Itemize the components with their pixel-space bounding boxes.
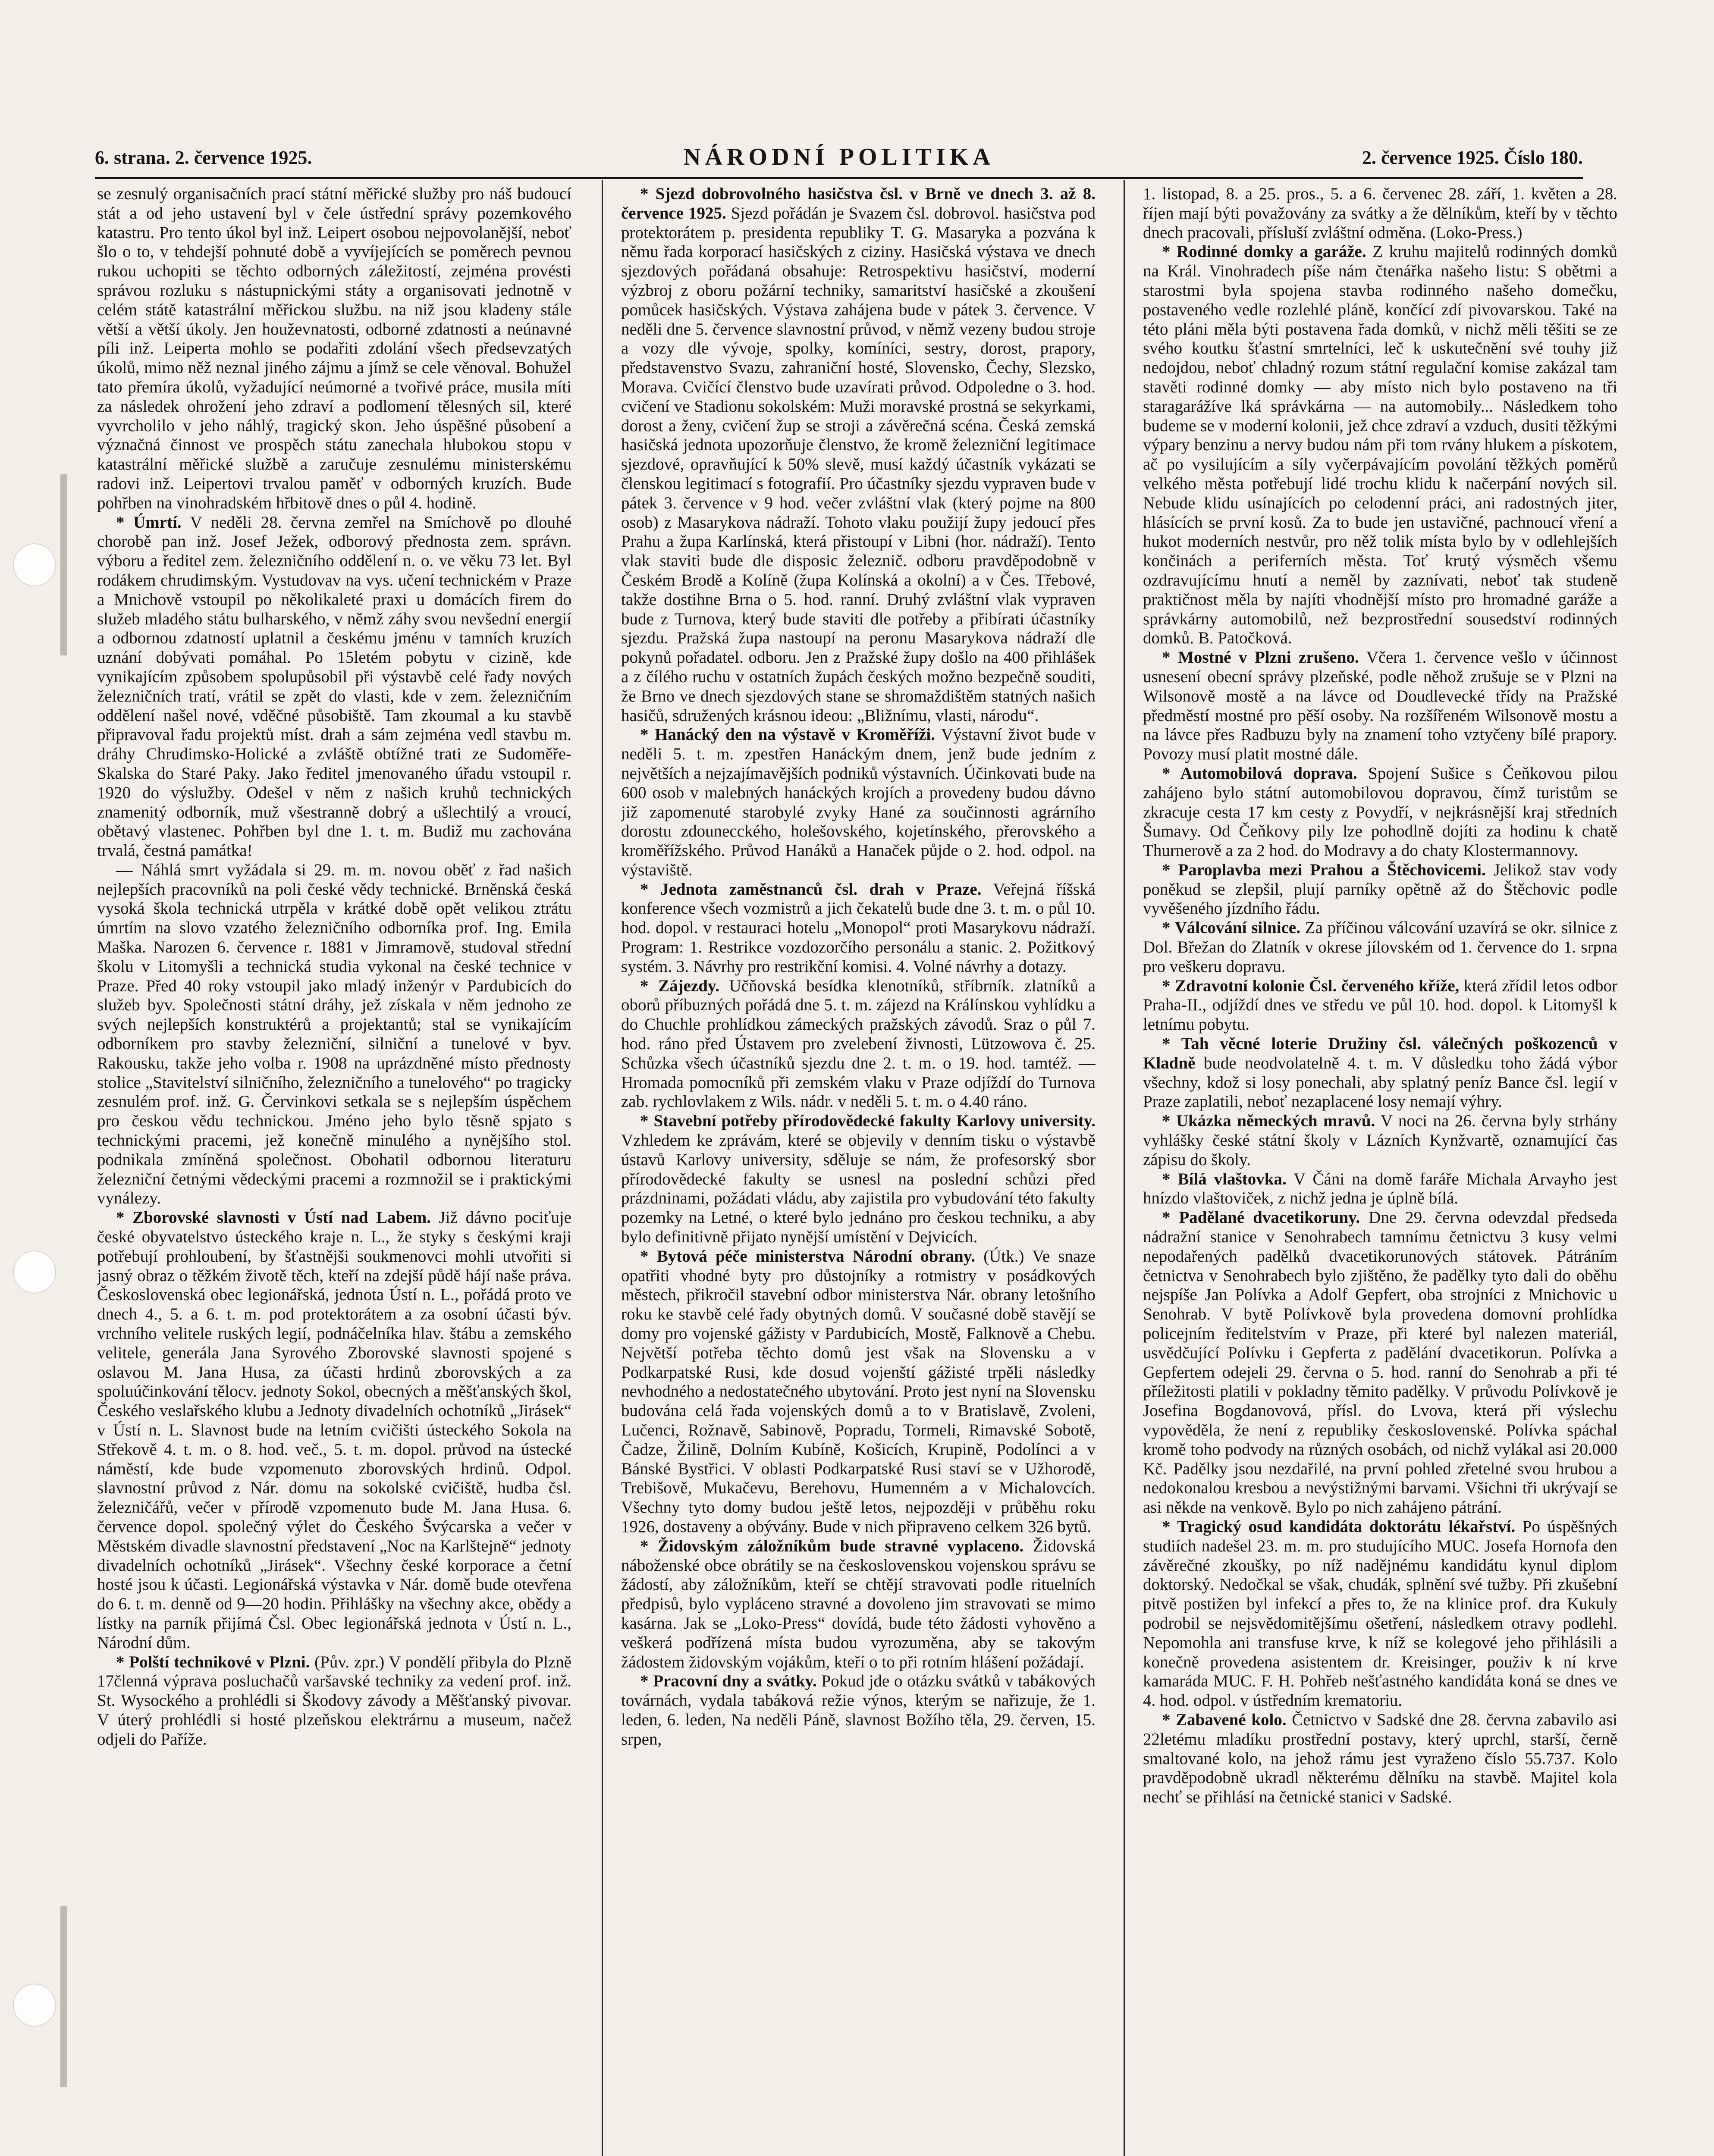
article-text: 1. listopad, 8. a 25. pros., 5. a 6. červenec 28. září, 1. květen a 28. říjen mají býti považovány za svátky a že dělníkům, kteří by v těchto dnech pracovali, přísluší zvláštní odměna. (Loko-Press.) — [1143, 185, 1617, 242]
article-headline: * Mostné v Plzni zrušeno. — [1162, 648, 1359, 667]
page-info: 6. strana. 2. července 1925. — [95, 147, 312, 168]
article — [1143, 1170, 1617, 1209]
article-headline: * Válcování silnice. — [1162, 918, 1300, 937]
article-headline: * Hanácký den na výstavě v Kroměříži. — [640, 725, 935, 744]
article — [621, 1112, 1096, 1247]
article — [621, 185, 1096, 725]
article-headline: * Tragický osud kandidáta doktorátu lékařství. — [1162, 1517, 1516, 1536]
article-text: Po úspěšných studiích nadešel 23. m. m. pro studujícího MUC. Josefa Hornofa den závěrečné zkoušky, po níž nadějnému kandidátu kynul diplom doktorský. Nedočkal se však, chudák, splnění své tužby. Při zkušební pitvě postižen byl infekcí a přes to, že na klinice prof. dra Kukuly podrobil se nejsvědomitějšímu ošetření, následkem otravy podlehl. Nepomohla ani transfuse krve, k níž se kolegové jeho přihlásili a konečně provedena asistentem dr. Kreisinger, použiv k ní krve kamaráda MUC. F. H. Pohřeb nešťastného kandidáta koná se dnes ve 4. hod. odpol. v ústředním krematoriu. — [1143, 1517, 1617, 1710]
article — [621, 880, 1096, 977]
article-text: bude neodvolatelně 4. t. m. V důsledku toho žádá výbor všechny, kdož si losy ponechali, aby splatný peníz Bance čsl. legií v Praze zaplatili, neboť nezaplacené losy nemají výhry. — [1143, 1053, 1617, 1111]
article — [621, 1537, 1096, 1672]
article-text: která zřídil letos odbor Praha-II., odjíždí dnes ve středu ve půl 10. hod. dopol. k Litomyšl k letnímu pobytu. — [1143, 976, 1617, 1034]
column-divider — [1124, 180, 1125, 2156]
article-headline: * Paroplavba mezi Prahou a Štěchovicemi. — [1162, 860, 1486, 879]
article-text: Židovská náboženské obce obrátily se na československou vojenskou správu se žádostí, aby záložníkům, kteří se chtějí stravovati podle rituelních předpisů, bylo vypláceno stravné a dovoleno jim stravovati se mimo kasárna. Jak se „Loko-Press“ dovídá, bude této žádosti vyhověno a veškerá podřízená místa budou vyrozuměna, aby se takovým žádostem židovským vojákům, kteří o to při rotním hlášení požádají. — [621, 1536, 1096, 1671]
article — [1143, 1208, 1617, 1517]
article-headline: * Zborovské slavnosti v Ústí nad Labem. — [116, 1208, 431, 1227]
article — [1143, 918, 1617, 976]
article — [1143, 1711, 1617, 1807]
article — [1143, 861, 1617, 918]
article-text: V noci na 26. června byly strhány vyhlášky české státní školy v Lázních Kynžvartě, oznamující čas zápisu do školy. — [1143, 1112, 1617, 1169]
header-rule — [95, 177, 1583, 179]
column-2 — [621, 185, 1096, 2156]
article-text: Výstavní život bude v neděli 5. t. m. zpestřen Hanáckým dnem, jenž bude jedním z největších a nejzajímavějších podniků výstavních. Účinkovati bude na 600 osob v malebných hanáckých krojích a provedeny budou dávno již zapomenuté starobylé zvyky Hané za součinnosti agrárního dorostu zdounecckého, holešovského, kojetínského, přerovského a kroměřížského. Průvod Hanáků a Hanaček půjde o 2. hod. odpol. na výstaviště. — [621, 725, 1096, 879]
article — [97, 185, 571, 513]
article — [621, 1672, 1096, 1749]
article — [621, 1247, 1096, 1537]
article-text: Za příčinou válcování uzavírá se okr. silnice z Dol. Břežan do Zlatník v okrese jílovském od 1. července do 1. srpna pro veškeru dopravu. — [1143, 918, 1617, 976]
article-headline: * Zabavené kolo. — [1162, 1710, 1287, 1729]
article-text: Včera 1. července vešlo v účinnost usnesení obecní správy plzeňské, podle něhož zrušuje se v Plzni na Wilsonově mostě a na lávce od Doudlevecké třídy na Pražské předměstí mostné pro pěší osoby. Na rozšířeném Wilsonově mostu a na lávce přes Radbuzu byly na znamení toho vztyčeny bílé prapory. Povozy musí platit mostné dále. — [1143, 648, 1617, 764]
article-text: Četnictvo v Sadské dne 28. června zabavilo asi 22letému mladíku prostřední postavy, který uprchl, starší, černě smaltované kolo, na jehož rámu jest vyraženo číslo 55.737. Kolo pravděpodobně ukradl některému dělníku na stavbě. Majitel kola nechť se přihlásí na četnické stanici v Sadské. — [1143, 1710, 1617, 1807]
article-text: Jelikož stav vody poněkud se zlepšil, plují parníky opětně až do Štěchovic podle vyvěšeného jízdního řádu. — [1143, 860, 1617, 918]
masthead — [95, 143, 1583, 174]
article — [621, 977, 1096, 1112]
article — [97, 1653, 571, 1749]
article — [1143, 977, 1617, 1034]
article-text: Z kruhu majitelů rodinných domků na Král. Vinohradech píše nám čtenářka našeho listu: S obětmi a starostmi byla spojena stavba rodinného našeho domečku, postaveného vedle rozlehlé pláně, končící zdí pivovarskou. Také na této pláni měla býti postavena řada domků, v nichž měli těšiti se ze svého koutku šťastní smrtelníci, leč k uskutečnění své touhy již nedojdou, neboť chladný rozum státní regulační komise zakázal tam stavěti rodinné domky — aby místo nich bylo postaveno na tři staragarážíve lká správkárna — na automobily... Následkem toho budeme se v moderní kolonii, jež chce zdraví a vzduch, dusiti těžkými výpary benzinu a nervy budou nám při tom rvány hlukem a pískotem, ač po vysilujícím a síly vyčerpávajícím povolání těžkých poměrů velkého města potřebují lidé trochu klidu k načerpání nových sil. Nebude klidu usínajících po celodenní práci, ani radostných jiter, hlásících se první kosů. Za to bude jen ustavičné, pachnoucí vření a hukot moderních nestvůr, pro něž tolik místa bylo by v odlehlejších končinách a periferních města. Toť krutý výsměch všemu ozdravujícímu hnutí a neměl by zaznívati, neboť tak studeně praktičnost měla by najíti vhodnější místo pro hromadné garáže a správkárny automobilů, než bezprostřední sousedství rodinných domků. B. Patočková. — [1143, 242, 1617, 648]
article-text: V neděli 28. června zemřel na Smíchově po dlouhé chorobě pan inž. Josef Ježek, odborový přednosta zem. správn. výboru a ředitel zem. železničního oddělení n. o. ve věku 73 let. Byl rodákem chrudimským. Vystudovav na vys. učení technickém v Praze a Mnichově vstoupil po několikaleté praxi u domácích firem do služeb mladého státu bulharského, v němž záhy svou nevšední energií a odbornou zdatností uplatnil a českému jménu v tamních kruzích uznání dobývati pomáhal. Po 15letém pobytu v cizině, kde vynikajícím způsobem spolupůsobil při výstavbě celé řady nových železničních tratí, vrátil se zpět do vlasti, kde v zem. železničním oddělení našel nové, vděčné působiště. Tam zkoumal a ku stavbě připravoval řadu projektů míst. drah a sám zejména vedl stavbu m. dráhy Chrudimsko-Holické a zvláště obtížné trati ze Sudoměře-Skalska do Staré Paky. Jako ředitel jmenovaného úřadu vstoupil r. 1920 do výslužby. Odešel v něm z našich kruhů technických znamenitý odborník, muž všestranně dobrý a ušlechtilý a vroucí, obětavý vlastenec. Pohřben byl dne 1. t. m. Budiž mu zachována trvalá, čestná památka! — [97, 513, 571, 860]
article — [1143, 242, 1617, 648]
binding-hole-bottom — [13, 1984, 56, 2027]
article-text: Spojení Sušice s Čeňkovou pilou zahájeno bylo státní automobilovou dopravou, čímž turistům se zkracuje cesta 17 km cesty z Povydří, v nejkrásnější kraj středních Šumavy. Od Čeňkovy pily lze pohodlně dojíti za hodinu k chatě Thurnerově a za 2 hod. do Modravy a do chaty Klostermannovy. — [1143, 764, 1617, 860]
article-text: Vzhledem ke zprávám, které se objevily v denním tisku o výstavbě ústavů Karlovy university, sděluje se nám, že profesorský sbor přírodovědecké fakulty se usnesl na poslední schůzi před prázdninami, požádati vládu, aby zajistila pro vybudování této fakulty pozemky na Letné, o které bylo jednáno pro českou techniku, a aby bylo definitivně přijato nynější umístění v Dejvicích. — [621, 1131, 1096, 1247]
article-headline: * Tah věcné loterie Družiny čsl. válečných poškozenců v Kladně — [1143, 1034, 1617, 1072]
column-1 — [97, 185, 571, 2156]
column-divider — [602, 180, 603, 2156]
article-headline: * Jednota zaměstnanců čsl. drah v Praze. — [640, 880, 982, 899]
article — [97, 1208, 571, 1652]
article-headline: * Sjezd dobrovolného hasičstva čsl. v Brně ve dnech 3. až 8. července 1925. — [621, 185, 1096, 222]
article-headline: * Zájezdy. — [640, 976, 719, 995]
article-headline: * Stavební potřeby přírodovědecké fakulty Karlovy university. — [640, 1112, 1096, 1131]
article-text: Učňovská besídka klenotníků, stříbrník. zlatníků a oborů příbuzných pořádá dne 5. t. m. zájezd na Králínskou vyhlídku a do Chuchle prohlídkou zámeckých pražských závodů. Sraz o půl 7. hod. ráno před Ústavem pro zvelebení živnosti, Lützowova č. 25. Schůzka všech účastníků sjezdu dne 2. t. m. o 19. hod. tamtéž. — Hromada pomocníků při zemském vlaku v Praze odjíždí do Turnova zab. rychlovlakem z Wils. nádr. v neděli 5. t. m. o 4.40 ráno. — [621, 976, 1096, 1111]
article-text: (Útk.) Ve snaze opatřiti vhodné byty pro důstojníky a rotmistry v posádkových městech, přikročil stavební odbor ministerstva Nár. obrany letošního roku ke stavbě celé řady obytných domů. V současné době stavějí se domy pro vojenské gážisty v Pardubicích, Mostě, Falknově a Chebu. Největší potřeba těchto domů jest však na Slovensku a v Podkarpatské Rusi, kde dosud vojenští gážisté trpěli následky nevhodného a nedostatečného ubytování. Proto jest nyní na Slovensku budována celá řada vojenských domů a to v Bratislavě, Zvoleni, Lučenci, Rožnavě, Sabinově, Popradu, Tormeli, Rimavské Sobotě, Čadze, Žilině, Dolním Kubíně, Košicích, Krupině, Podolínci a v Bánské Bystřici. V oblasti Podkarpatské Rusi staví se v Užhorodě, Trebišově, Mukačevu, Berehovu, Humenném a v Michalovcích. Všechny tyto domy budou ještě letos, nejpozději v průběhu roku 1926, dostaveny a obývány. Bude v nich připraveno celkem 326 bytů. — [621, 1247, 1096, 1536]
article-headline: * Zdravotní kolonie Čsl. červeného kříže, — [1162, 976, 1460, 995]
article — [1143, 185, 1617, 242]
article — [1143, 764, 1617, 861]
article — [1143, 1517, 1617, 1711]
article-headline: * Automobilová doprava. — [1162, 764, 1357, 783]
article-text: Veřejná říšská konference všech vozmistrů a jich čekatelů bude dne 3. t. m. o půl 10. hod. dopol. v restauraci hotelu „Monopol“ proti Masarykovu nádraží. Program: 1. Restrikce vozdozorčího personálu a stanic. 2. Požitkový systém. 3. Návrhy pro restrikční komisi. 4. Volné návrhy a dotazy. — [621, 880, 1096, 976]
article-headline: * Bílá vlaštovka. — [1162, 1169, 1287, 1188]
article-text: Sjezd pořádán je Svazem čsl. dobrovol. hasičstva pod protektorátem p. presidenta republiky T. G. Masaryka a pozvána k němu řada korporací hasičských z ciziny. Hasičská výstava ve dnech sjezdových pořádaná obsahuje: Retrospektivu hasičství, moderní výzbroj z oboru požární techniky, samaritství hasičské a zkoušení pomůcek hasičských. Výstava zahájena bude v pátek 3. července. V neděli dne 5. července slavnostní průvod, v němž vezeny budou stroje a vozy dle vývoje, spolky, komíníci, sestry, dorost, prapory, představenstvo Svazu, zahraniční hosté, Slovensko, Čechy, Slezsko, Morava. Cvičící členstvo bude uzavírati průvod. Odpoledne o 3. hod. cvičení ve Stadionu sokolském: Muži moravské prostná se sekyrkami, dorost a ženy, cvičení žup se stroji a závěrečná scéna. Česká zemská hasičská jednota upozorňuje členstvo, že kromě železniční legitimace sjezdové, opravňující k 50% slevě, musí každý účastník vykázati se členskou legitimací s fotografií. Pro účastníky sjezdu vypraven bude v pátek 3. července v 9 hod. večer zvláštní vlak (který pojme na 800 osob) z Masarykova nádraží. Tohoto vlaku použijí župy jedoucí přes Prahu a župa Karlínská, která přistoupí v Libni (hor. nádraží). Tento vlak staviti bude dle disposic železnič. odboru pravděpodobně v Českém Brodě a Kolíně (župa Kolínská a okolní) a v Čes. Třebové, takže dostihne Brna o 5. hod. ranní. Druhý zvláštní vlak vypraven bude z Turnova, který bude staviti dle potřeby a přibírati účastníky sjezdu. Pražská župa nastoupí na peronu Masarykova nádraží dle pokynů pořadatel. odboru. Jen z Pražské župy došlo na 400 přihlášek a z čílého ruchu v ostatních župách českých možno bezpečně souditi, že Brno ve dnech sjezdových stane se shromaždištěm statných našich hasičů, sdružených krásnou ideou: „Bližnímu, vlasti, národu“. — [621, 204, 1096, 725]
binding-hole-middle — [13, 1250, 56, 1294]
article-headline: * Pracovní dny a svátky. — [640, 1672, 817, 1691]
article-text: — Náhlá smrt vyžádala si 29. m. m. novou oběť z řad našich nejlepších pracovníků na poli české vědy technické. Brněnská česká vysoká škola technická utrpěla v krátké době opět velikou ztrátu úmrtím na slovo vzatého železničního odborníka prof. Ing. Emila Maška. Narozen 6. července r. 1881 v Jimramově, studoval střední školu v Litomyšli a technická studia vykonal na české technice v Praze. Před 40 roky vstoupil jako mladý inženýr v Pardubicích do služeb byv. Společnosti státní dráhy, jež získala v něm jednoho ze svých nejlepších konstruktérů a projektantů; stal se vynikajícím odborníkem pro stavby železniční, silniční a tunelové v byv. Rakousku, takže jeho volba r. 1908 na uprázdněné místo přednosty stolice „Stavitelství silničního, železničního a tunelového“ po tragicky zesnulém prof. inž. G. Červinkovi setkala se s nejlepším úspěchem pro českou vědu technickou. Jméno jeho bylo těsně spjato s technickými pracemi, jež konečně minulého a nynějšího stol. podnikala zmíněná společnost. Obohatil odbornou literaturu železniční četnými vědeckými pracemi a rozmnožil se i praktickými vynálezy. — [97, 860, 571, 1208]
column-3 — [1143, 185, 1617, 2156]
binding-hole-top — [13, 543, 56, 586]
article-headline: * Ukázka německých mravů. — [1162, 1112, 1375, 1131]
article — [1143, 1034, 1617, 1112]
article — [1143, 648, 1617, 764]
article-text: Dne 29. června odevzdal předseda nádražní stanice v Senohrabech tamnímu četnictvu 3 kusy velmi nepodařených padělků dvacetikorunových státovek. Pátráním četnictva v Senohrabech bylo zjištěno, že padělky tyto dali do oběhu nejspíše Jan Polívka a Adolf Gepfert, oba strojníci z Mnichovic u Senohrab. V bytě Polívkově byla provedena domovní prohlídka policejním ředitelstvím v Praze, při které byl nalezen materiál, usvědčující Polívku i Gepferta z padělání dvacetikorun. Polívka a Gepfertem odejeli 29. června o 5. hod. ranní do Senohrab a při té příležitosti platili v pokladny těmito padělky. V průvodu Polívkově je Josefina Bogdanovová, přísl. do Lvova, která při výslechu vypověděla, že není z republiky československé. Polívka spáchal kromě toho podvody na různých osobách, od nichž vylákal asi 20.000 Kč. Padělky jsou nezdařilé, na první pohled zřetelné svou hrubou a nedokonalou kresbou a nevýstižnými barvami. Všichni tři ukrývají se asi někde na venkově. Bylo po nich zahájeno pátrání. — [1143, 1208, 1617, 1517]
article-text: (Pův. zpr.) V pondělí přibyla do Plzně 17členná výprava posluchačů varšavské techniky za vedení prof. inž. St. Wysockého a prohlédli si Škodovy závody a Měšťanský pivovar. V úterý prohlédli si hosté plzeňskou elektrárnu a museum, načež odjeli do Paříže. — [97, 1652, 571, 1749]
article-headline: * Rodinné domky a garáže. — [1162, 242, 1366, 261]
issue-info: 2. července 1925. Číslo 180. — [1362, 147, 1583, 168]
article-headline: * Bytová péče ministerstva Národní obrany. — [640, 1247, 975, 1266]
margin-mark — [60, 474, 67, 655]
article-headline: * Padělané dvacetikoruny. — [1162, 1208, 1360, 1227]
article-text: Pokud jde o otázku svátků v tabákových továrnách, vydala tabáková režie výnos, kterým se nařizuje, že 1. leden, 6. leden, Na neděli Páně, slavnost Božího těla, 29. červen, 15. srpen, — [621, 1672, 1096, 1749]
article — [621, 725, 1096, 880]
article-text: Již dávno pociťuje české obyvatelstvo ústeckého kraje n. L., že styky s českými kraji potřebují prohloubení, by šťastnějši soukmenovci mohli utvořiti si jasný obraz o těžkém životě těch, kteří na zdejší půdě hájí naše práva. Československá obec legionářská, jednota Ústí n. L., pořádá proto ve dnech 4., 5. a 6. t. m. pod protektorátem a za osobní účasti býv. vrchního velitele ruských legií, podnáčelníka hlav. štábu a zemského velitele, generála Jana Syrového Zborovské slavnosti spojené s oslavou M. Jana Husa, za účasti hrdinů zborovských a za spoluúčinkování tělocv. jednoty Sokol, obecných a měšťanských škol, Českého veslařského klubu a Jednoty divadelních ochotníků „Jirásek“ v Ústí n. L. Slavnost bude na letním cvičišti ústeckého Sokola na Střekově 4. t. m. o 8. hod. več., 5. t. m. dopol. průvod na ústecké náměstí, kde bude vzpomenuto zborovských hrdinů. Odpol. slavnostní průvod z Nár. domu na sokolské cvičiště, hudba čsl. železničářů, večer v přírodě vzpomenuto bude M. Jana Husa. 6. července dopol. společný výlet do Českého Švýcarska a večer v Městském divadle slavnostní představení „Noc na Karlštejně“ jednoty divadelních ochotníků „Jirásek“. Všechny české korporace a četní hosté jsou k účasti. Legionářská výstavka v Nár. domě bude otevřena do 6. t. m. denně od 9—20 hodin. Přihlášky na všechny akce, obědy a lístky na parník přijímá Čsl. Obec legionářská jednota v Ústí n. L., Národní dům. — [97, 1208, 571, 1652]
article-headline: * Úmrtí. — [116, 513, 182, 532]
article-text: se zesnulý organisačních prací státní měřické služby pro náš budoucí stát a od jeho ustavení byl v čele ústřední správy pozemkového katastru. Pro tento úkol byl inž. Leipert osobou nejpovolanější, neboť šlo o to, v tehdejší pohnuté době a vyvíjejících se poměrech pevnou rukou uchopiti se těchto odborných záležitostí, zejména provésti správou rozluku s nástupnickými státy a organisovati jednotně v celém státě katastrální měřickou službu. na niž jsou kladeny stále větší a větší úkoly. Jen houževnatosti, odborné zdatnosti a neúnavné píli inž. Leiperta mohlo se podařiti zdolání všech předsevzatých úkolů, mimo něž neznal jiného zájmu a jímž se cele věnoval. Bohužel tato přemíra úkolů, vyžadující neúmorné a tvořivé práce, musila míti za následek ohrožení jeho zdraví a podlomení tělesných sil, které vyvrcholilo v jeho náhlý, tragický skon. Jeho úspěšné působení a význačná činnost ve prospěch státu zanechala hlubokou stopu v katastrální měřické službě a zaručuje zesnulému ministerskému radovi inž. Leipertovi trvalou paměť v odborných kruzích. Bude pohřben na vinohradském hřbitově dnes o půl 4. hodině. — [97, 185, 571, 512]
margin-mark — [60, 1906, 67, 2087]
article — [1143, 1112, 1617, 1169]
article-headline: * Židovským záložníkům bude stravné vyplaceno. — [640, 1536, 1024, 1555]
article — [97, 861, 571, 1208]
article — [97, 513, 571, 861]
article-text: V Čáni na domě faráře Michala Arvayho jest hnízdo vlaštoviček, z nichž jedna je úplně bílá. — [1143, 1169, 1617, 1208]
newspaper-title: NÁRODNÍ POLITIKA — [683, 144, 995, 170]
article-headline: * Polští technikové v Plzni. — [116, 1652, 310, 1671]
